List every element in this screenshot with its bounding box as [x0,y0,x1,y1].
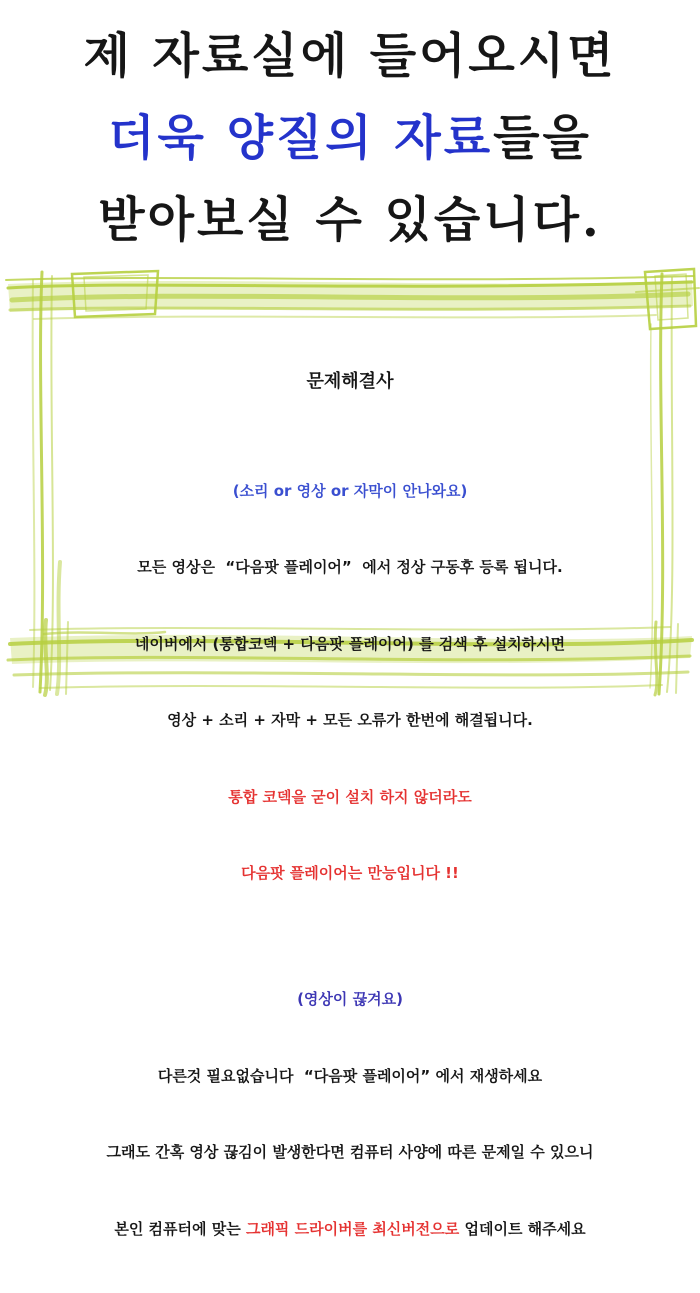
panel-content [55,319,645,1293]
hero-message [0,0,700,250]
hero-line-1: 제 자료실에 들어오시면 [83,28,617,84]
audio-section-subtitle: (소리 or 영상 or 자막이 안나와요) [232,481,468,500]
hero-line-2 [0,108,700,168]
hero-line-3: 받아보실 수 있습니다. [98,192,602,248]
video-section-line-1: 다른것 필요없습니다 “다음팟 플레이어” 에서 재생하세요 [157,1066,543,1085]
audio-section-red-line-1: 통합 코덱을 굳이 설치 하지 않더라도 [228,787,472,806]
video-line-3-red-highlight: 그래픽 드라이버를 최신버전으로 [245,1219,460,1238]
video-section-line-2: 그래도 간혹 영상 끊김이 발생한다면 컴퓨터 사양에 따른 문제일 수 있으니 [106,1143,594,1161]
audio-section-line-3: 영상 + 소리 + 자막 + 모든 오류가 한번에 해결됩니다. [167,711,533,729]
hero-line-2-rest: 들을 [493,110,592,166]
video-line-3-black-start: 본인 컴퓨터에 맞는 [114,1219,246,1238]
audio-section-line-1: 모든 영상은 “다음팟 플레이어” 에서 정상 구동후 등록 됩니다. [137,558,563,576]
hero-line-2-highlight: 더욱 양질의 자료 [108,110,494,166]
video-section-subtitle: (영상이 끊겨요) [297,990,403,1008]
panel-title: 문제해결사 [306,371,394,392]
audio-section-red-line-2: 다음팟 플레이어는 만능입니다 !! [241,864,459,882]
troubleshooting-panel [0,262,700,1238]
video-line-3-black-end: 업데이트 해주세요 [459,1219,586,1238]
audio-section-line-2: 네이버에서 (통합코덱 + 다음팟 플레이어) 를 검색 후 설치하시면 [134,634,566,653]
video-section-line-3 [55,1217,645,1243]
